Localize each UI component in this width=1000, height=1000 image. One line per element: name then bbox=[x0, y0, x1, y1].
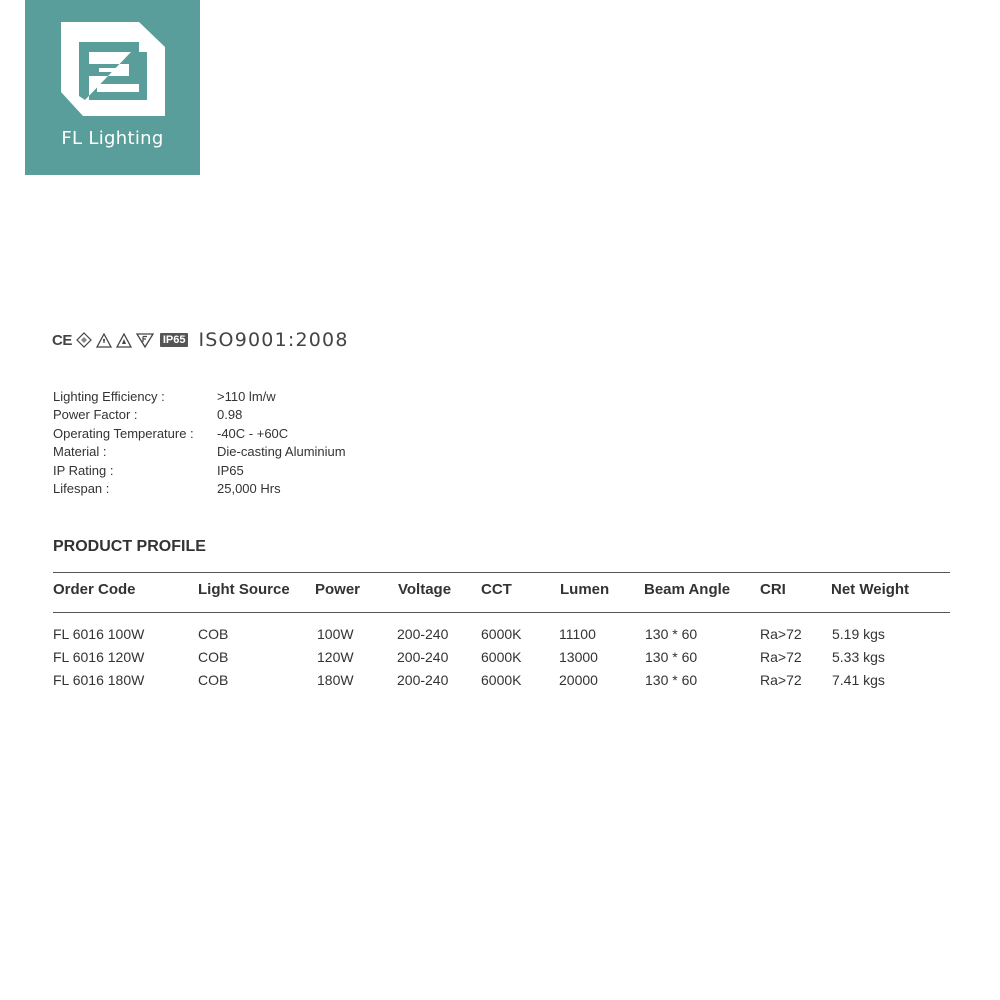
spec-label: Material : bbox=[53, 444, 107, 460]
header-power: Power bbox=[315, 581, 361, 598]
header-cri: CRI bbox=[760, 581, 786, 598]
spec-value: IP65 bbox=[217, 462, 244, 478]
cell-voltage: 200-240 bbox=[397, 649, 449, 665]
cell-cct: 6000K bbox=[481, 649, 522, 665]
cell-light-source: COB bbox=[198, 672, 229, 688]
spec-row bbox=[53, 480, 346, 498]
iso-certification: ISO9001:2008 bbox=[198, 329, 349, 351]
cell-lumen: 13000 bbox=[559, 649, 598, 665]
spec-label: Operating Temperature : bbox=[53, 425, 194, 441]
cell-power: 120W bbox=[317, 649, 354, 665]
header-order-code: Order Code bbox=[53, 581, 136, 598]
header-cct: CCT bbox=[481, 581, 512, 598]
cell-cri: Ra>72 bbox=[760, 626, 802, 642]
cell-voltage: 200-240 bbox=[397, 672, 449, 688]
cell-net-weight: 7.41 kgs bbox=[832, 672, 885, 688]
spec-row bbox=[53, 406, 346, 424]
spec-value: 0.98 bbox=[217, 407, 243, 423]
f-mark-triangle-icon bbox=[136, 333, 154, 348]
cell-order-code: FL 6016 100W bbox=[53, 626, 145, 642]
spec-row bbox=[53, 443, 346, 461]
cell-light-source: COB bbox=[198, 649, 229, 665]
cell-power: 180W bbox=[317, 672, 354, 688]
spec-row bbox=[53, 388, 346, 406]
table-row bbox=[0, 626, 1000, 648]
spec-label: IP Rating : bbox=[53, 462, 114, 478]
cell-net-weight: 5.19 kgs bbox=[832, 626, 885, 642]
table-header-divider bbox=[53, 612, 950, 613]
table-header-row bbox=[0, 581, 1000, 603]
cell-lumen: 11100 bbox=[559, 626, 596, 642]
cell-cri: Ra>72 bbox=[760, 649, 802, 665]
profile-title: PRODUCT PROFILE bbox=[53, 538, 206, 555]
ip65-badge: IP65 bbox=[160, 333, 189, 347]
cell-voltage: 200-240 bbox=[397, 626, 449, 642]
spec-list bbox=[53, 388, 346, 498]
cell-power: 100W bbox=[317, 626, 354, 642]
table-row bbox=[0, 672, 1000, 694]
cell-net-weight: 5.33 kgs bbox=[832, 649, 885, 665]
cell-cri: Ra>72 bbox=[760, 672, 802, 688]
spec-label: Lighting Efficiency : bbox=[53, 389, 165, 404]
cell-cct: 6000K bbox=[481, 672, 522, 688]
cell-beam-angle: 130 * 60 bbox=[645, 626, 698, 642]
table-row bbox=[0, 649, 1000, 671]
cell-light-source: COB bbox=[198, 626, 229, 642]
spec-value: >110 lm/w bbox=[217, 389, 276, 404]
header-net-weight: Net Weight bbox=[831, 581, 910, 598]
certification-row bbox=[52, 329, 349, 351]
warning-triangle-icon bbox=[96, 333, 112, 348]
spec-value: 25,000 Hrs bbox=[217, 480, 281, 496]
spec-value: -40C - +60C bbox=[217, 425, 289, 441]
ce-mark-icon: CE bbox=[52, 331, 72, 349]
cell-beam-angle: 130 * 60 bbox=[645, 672, 698, 688]
cell-order-code: FL 6016 120W bbox=[53, 649, 145, 665]
table-top-divider bbox=[53, 572, 950, 573]
spec-value: Die-casting Aluminium bbox=[217, 444, 346, 460]
header-beam-angle: Beam Angle bbox=[644, 581, 731, 598]
header-lumen: Lumen bbox=[560, 581, 610, 598]
spec-row bbox=[53, 462, 346, 480]
spec-row bbox=[53, 425, 346, 443]
cell-order-code: FL 6016 180W bbox=[53, 672, 145, 688]
cell-beam-angle: 130 * 60 bbox=[645, 649, 698, 665]
hazard-triangle-icon bbox=[116, 333, 132, 348]
rohs-diamond-icon bbox=[76, 332, 92, 348]
spec-label: Lifespan : bbox=[53, 480, 110, 496]
cell-lumen: 20000 bbox=[559, 672, 598, 688]
brand-logo bbox=[25, 0, 200, 175]
cell-cct: 6000K bbox=[481, 626, 522, 642]
header-voltage: Voltage bbox=[398, 581, 452, 598]
spec-label: Power Factor : bbox=[53, 407, 138, 423]
brand-name: FL Lighting bbox=[61, 128, 164, 149]
header-light-source: Light Source bbox=[198, 581, 290, 598]
